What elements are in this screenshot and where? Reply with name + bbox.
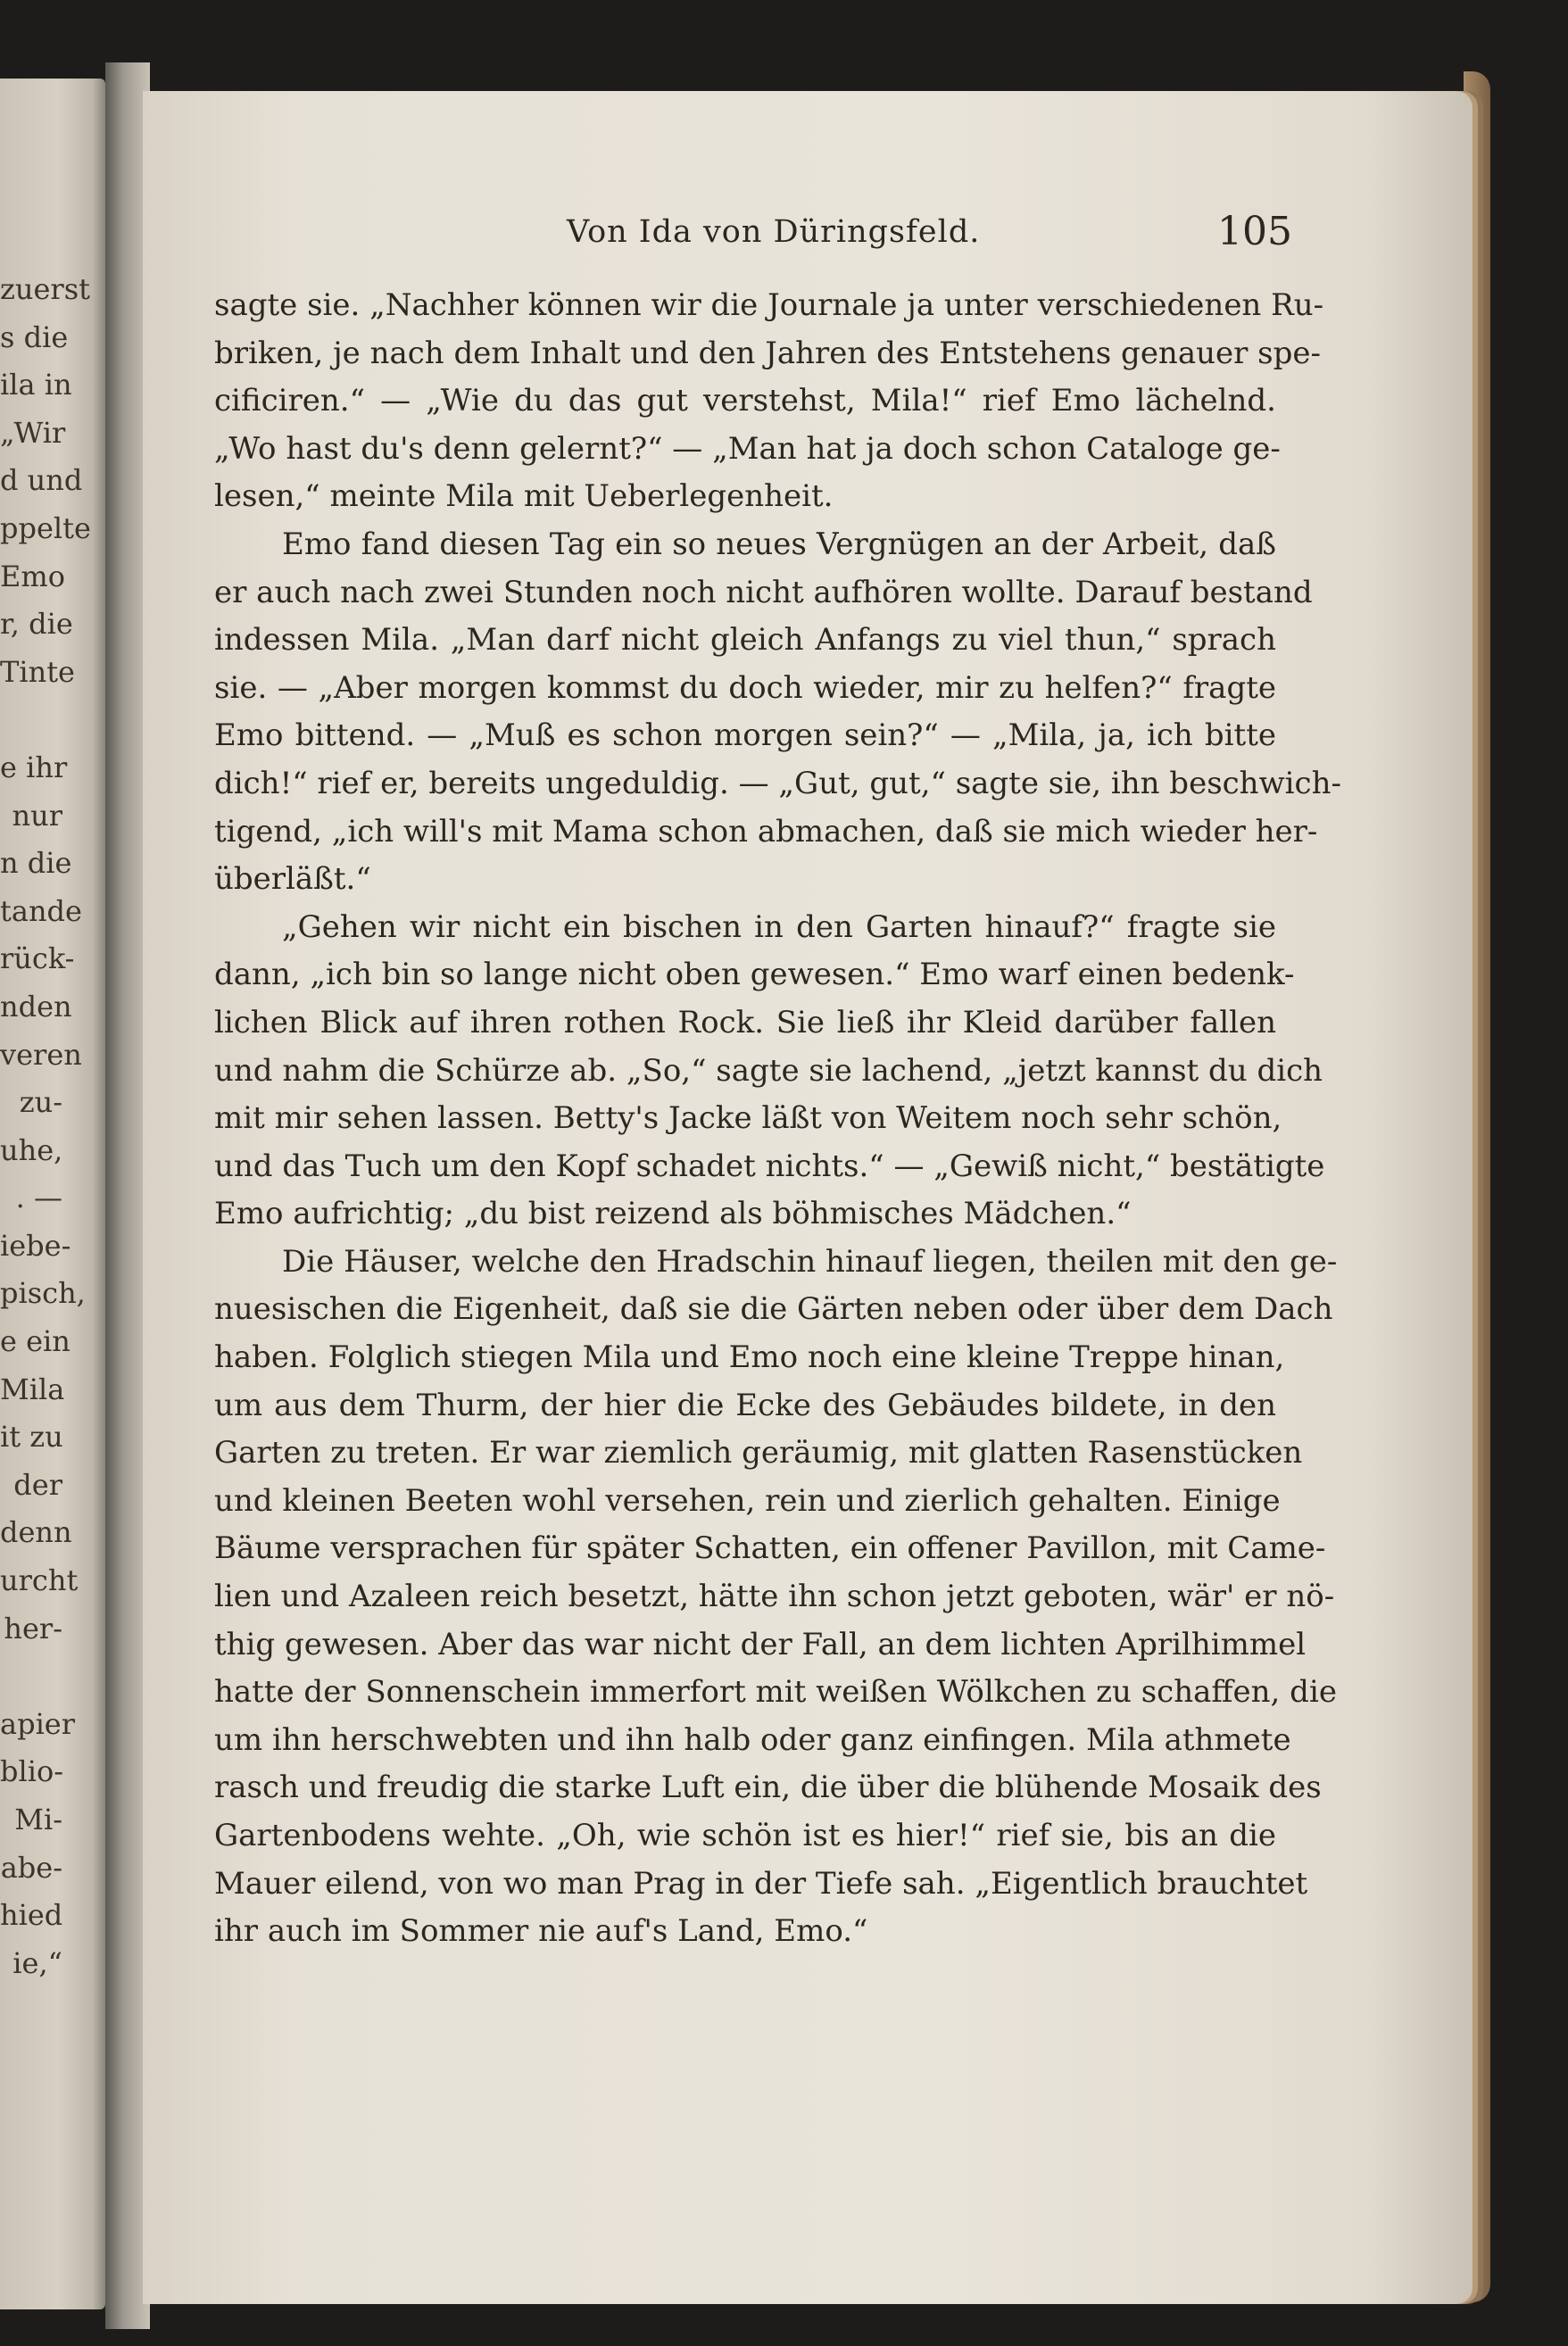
text-line: überläßt.“: [214, 861, 371, 898]
previous-page-line: abe-: [0, 1850, 62, 1885]
text-line: dich!“ rief er, bereits ungeduldig. — „Gut, gut,“ sagte sie, ihn beschwich-: [214, 765, 1341, 801]
previous-page-line: s die: [0, 319, 69, 354]
text-line: Emo fand diesen Tag ein so neues Vergnügen an der Arbeit, daß: [282, 526, 1276, 562]
text-line: Mauer eilend, von wo man Prag in der Tiefe sah. „Eigentlich brauchtet: [214, 1865, 1308, 1902]
text-line: Garten zu treten. Er war ziemlich geräumig, mit glatten Rasenstücken: [214, 1435, 1303, 1471]
text-line: Die Häuser, welche den Hradschin hinauf liegen, theilen mit den ge-: [282, 1243, 1338, 1280]
page-body-text: [214, 282, 1341, 1956]
previous-page-line: iebe-: [0, 1228, 71, 1263]
previous-page-line: tande: [0, 893, 82, 928]
previous-page-line: [0, 1653, 62, 1701]
text-line: und nahm die Schürze ab. „So,“ sagte sie lachend, „jetzt kannst du dich: [214, 1052, 1323, 1089]
text-line: sie. — „Aber morgen kommst du doch wieder, mir zu helfen?“ fragte: [214, 669, 1276, 706]
previous-page-line: Emo: [0, 559, 65, 593]
previous-page-line: rück-: [0, 941, 75, 976]
previous-page-line: pisch,: [0, 1276, 86, 1311]
previous-page-line: Mi-: [14, 1803, 62, 1836]
previous-page-line: zuerst: [0, 272, 90, 306]
previous-page-line: zu-: [19, 1085, 62, 1120]
text-line: thig gewesen. Aber das war nicht der Fall, an dem lichten Aprilhimmel: [214, 1626, 1307, 1662]
text-line: hatte der Sonnenschein immerfort mit weißen Wölkchen zu schaffen, die: [214, 1674, 1337, 1711]
previous-page-line: e ein: [0, 1324, 71, 1359]
previous-page-line: nur: [12, 798, 62, 833]
previous-page-line: apier: [0, 1706, 76, 1741]
previous-page-line: it zu: [0, 1420, 63, 1455]
previous-page-line: e ihr: [0, 750, 68, 784]
previous-page-line: der: [13, 1467, 62, 1502]
previous-page-line: „Wir: [0, 415, 66, 450]
text-line: rasch und freudig die starke Luft ein, die über die blühende Mosaik des: [214, 1770, 1322, 1806]
previous-page-line: hied: [0, 1898, 63, 1933]
previous-page-line: ila in: [0, 368, 72, 402]
previous-page-line: her-: [4, 1611, 62, 1646]
text-line: lesen,“ meinte Mila mit Ueberlegenheit.: [214, 478, 834, 515]
text-line: dann, „ich bin so lange nicht oben gewesen.“ Emo warf einen bedenk-: [214, 957, 1295, 993]
text-line: indessen Mila. „Man darf nicht gleich Anfangs zu viel thun,“ sprach: [214, 622, 1276, 659]
running-head: Von Ida von Düringsfeld.: [567, 214, 981, 250]
previous-page-line: . —: [15, 1181, 62, 1215]
text-line: sagte sie. „Nachher können wir die Journale ja unter verschiedenen Ru-: [214, 287, 1324, 323]
previous-page-line: Mila: [0, 1372, 65, 1406]
page-number: 105: [1217, 209, 1292, 254]
text-line: Bäume versprachen für später Schatten, ein offener Pavillon, mit Came-: [214, 1530, 1326, 1567]
text-line: und kleinen Beeten wohl versehen, rein und zierlich gehalten. Einige: [214, 1482, 1281, 1519]
previous-page-line: [0, 696, 62, 744]
text-line: mit mir sehen lassen. Betty's Jacke läßt von Weitem noch sehr schön,: [214, 1100, 1282, 1137]
previous-page-line: blio-: [0, 1754, 64, 1789]
text-line: „Wo hast du's denn gelernt?“ — „Man hat ja doch schon Cataloge ge-: [214, 430, 1281, 467]
previous-page-line: n die: [0, 846, 72, 881]
text-line: er auch nach zwei Stunden noch nicht aufhören wollte. Darauf bestand: [214, 574, 1313, 610]
text-line: um aus dem Thurm, der hier die Ecke des Gebäudes bildete, in den: [214, 1387, 1276, 1423]
page-header: [214, 209, 1292, 259]
text-line: Emo aufrichtig; „du bist reizend als böhmisches Mädchen.“: [214, 1196, 1132, 1232]
text-line: cificiren.“ — „Wie du das gut verstehst, Mila!“ rief Emo lächelnd.: [214, 383, 1276, 419]
previous-page: [0, 79, 105, 2309]
previous-page-line: Tinte: [0, 654, 75, 689]
previous-page-line: urcht: [0, 1563, 79, 1598]
previous-page-line: d und: [0, 463, 83, 498]
previous-page-line: ie,“: [12, 1945, 62, 1980]
text-line: Gartenbodens wehte. „Oh, wie schön ist es hier!“ rief sie, bis an die: [214, 1818, 1276, 1853]
previous-page-line: veren: [0, 1037, 82, 1072]
text-line: ihr auch im Sommer nie auf's Land, Emo.“: [214, 1913, 868, 1950]
previous-page-line: nden: [0, 989, 72, 1024]
text-line: um ihn herschwebten und ihn halb oder ganz einfingen. Mila athmete: [214, 1721, 1291, 1758]
text-line: lien und Azaleen reich besetzt, hätte ihn schon jetzt geboten, wär' er nö-: [214, 1579, 1335, 1615]
text-line: nuesischen die Eigenheit, daß sie die Gärten neben oder über dem Dach: [214, 1291, 1333, 1328]
text-line: „Gehen wir nicht ein bischen in den Garten hinauf?“ fragte sie: [282, 908, 1276, 945]
previous-page-line: uhe,: [0, 1132, 63, 1167]
text-line: tigend, „ich will's mit Mama schon abmachen, daß sie mich wieder her-: [214, 813, 1318, 850]
text-line: Emo bittend. — „Muß es schon morgen sein?“ — „Mila, ja, ich bitte: [214, 717, 1276, 754]
text-line: briken, je nach dem Inhalt und den Jahren des Entstehens genauer spe-: [214, 335, 1322, 371]
previous-page-line: denn: [0, 1515, 72, 1550]
previous-page-line: r, die: [0, 607, 73, 642]
text-line: lichen Blick auf ihren rothen Rock. Sie ließ ihr Kleid darüber fallen: [214, 1004, 1276, 1040]
text-line: und das Tuch um den Kopf schadet nichts.“ — „Gewiß nicht,“ bestätigte: [214, 1148, 1325, 1184]
text-line: haben. Folglich stiegen Mila und Emo noch eine kleine Treppe hinan,: [214, 1339, 1285, 1376]
previous-page-line: ppelte: [0, 510, 91, 545]
previous-page-text: [0, 266, 91, 1987]
